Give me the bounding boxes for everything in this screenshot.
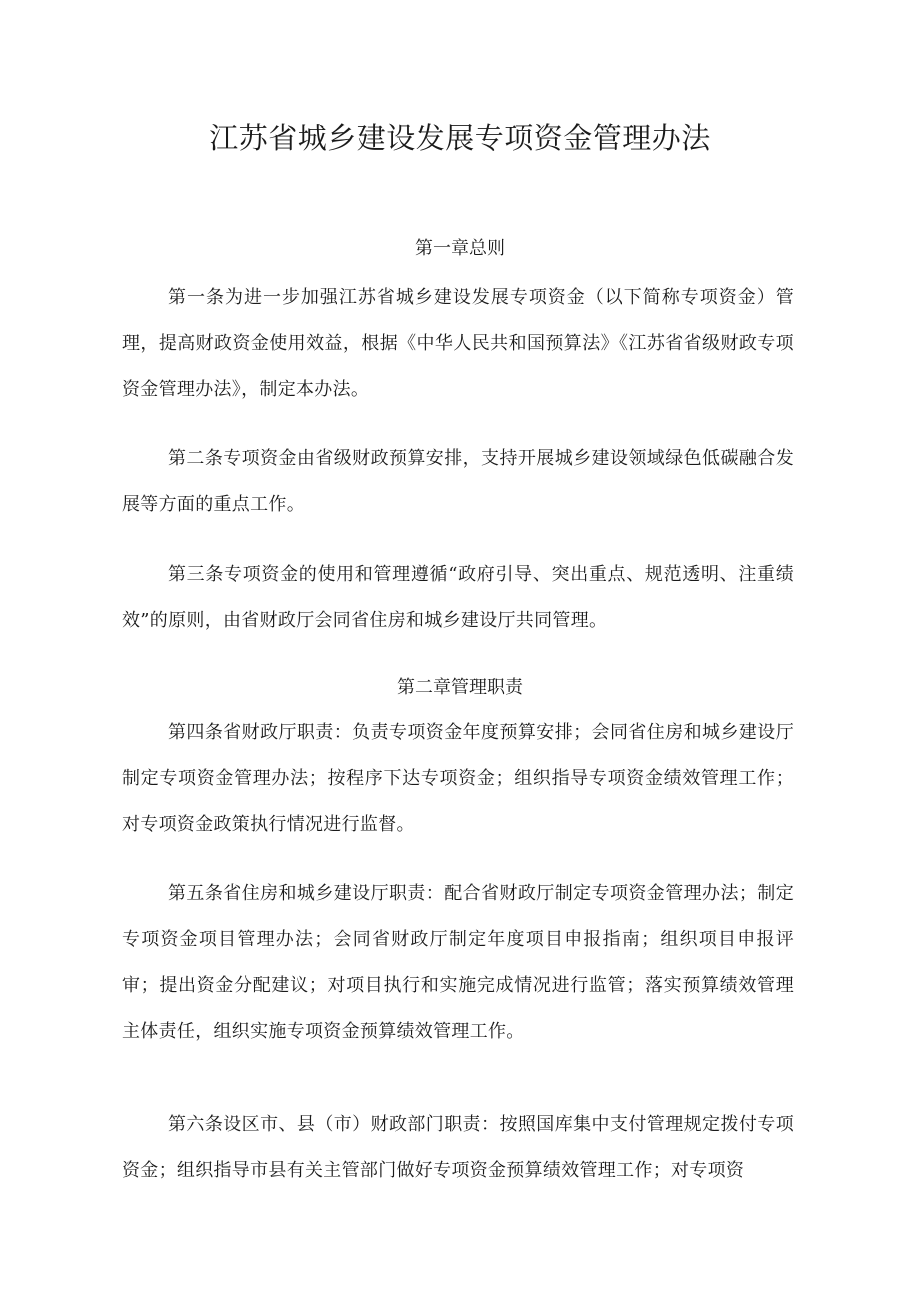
article-3: 第三条专项资金的使用和管理遵循“政府引导、突出重点、规范透明、注重绩效”的原则，由省财政厅会同省住房和城乡建设厅共同管理。 bbox=[122, 564, 794, 631]
article-6: 第六条设区市、县（市）财政部门职责：按照国库集中支付管理规定拨付专项资金；组织指导市县有关主管部门做好专项资金预算绩效管理工作；对专项资 bbox=[122, 1114, 794, 1181]
article-4: 第四条省财政厅职责：负责专项资金年度预算安排；会同省住房和城乡建设厅制定专项资金管理办法；按程序下达专项资金；组织指导专项资金绩效管理工作；对专项资金政策执行情况进行监督。 bbox=[122, 722, 794, 835]
article-2: 第二条专项资金由省级财政预算安排，支持开展城乡建设领域绿色低碳融合发展等方面的重点工作。 bbox=[122, 448, 794, 515]
chapter-heading-1: 第一章总则 bbox=[415, 238, 505, 259]
article-1: 第一条为进一步加强江苏省城乡建设发展专项资金（以下简称专项资金）管理，提高财政资金使用效益，根据《中华人民共和国预算法》《江苏省省级财政专项资金管理办法》，制定本办法。 bbox=[122, 287, 794, 400]
article-5: 第五条省住房和城乡建设厅职责：配合省财政厅制定专项资金管理办法；制定专项资金项目管理办法；会同省财政厅制定年度项目申报指南；组织项目申报评审；提出资金分配建议；对项目执行和实施完成情况进行监管；落实预算绩效管理主体责任，组织实施专项资金预算绩效管理工作。 bbox=[122, 883, 794, 1042]
document-title: 江苏省城乡建设发展专项资金管理办法 bbox=[209, 121, 711, 155]
chapter-heading-2: 第二章管理职责 bbox=[397, 677, 523, 698]
